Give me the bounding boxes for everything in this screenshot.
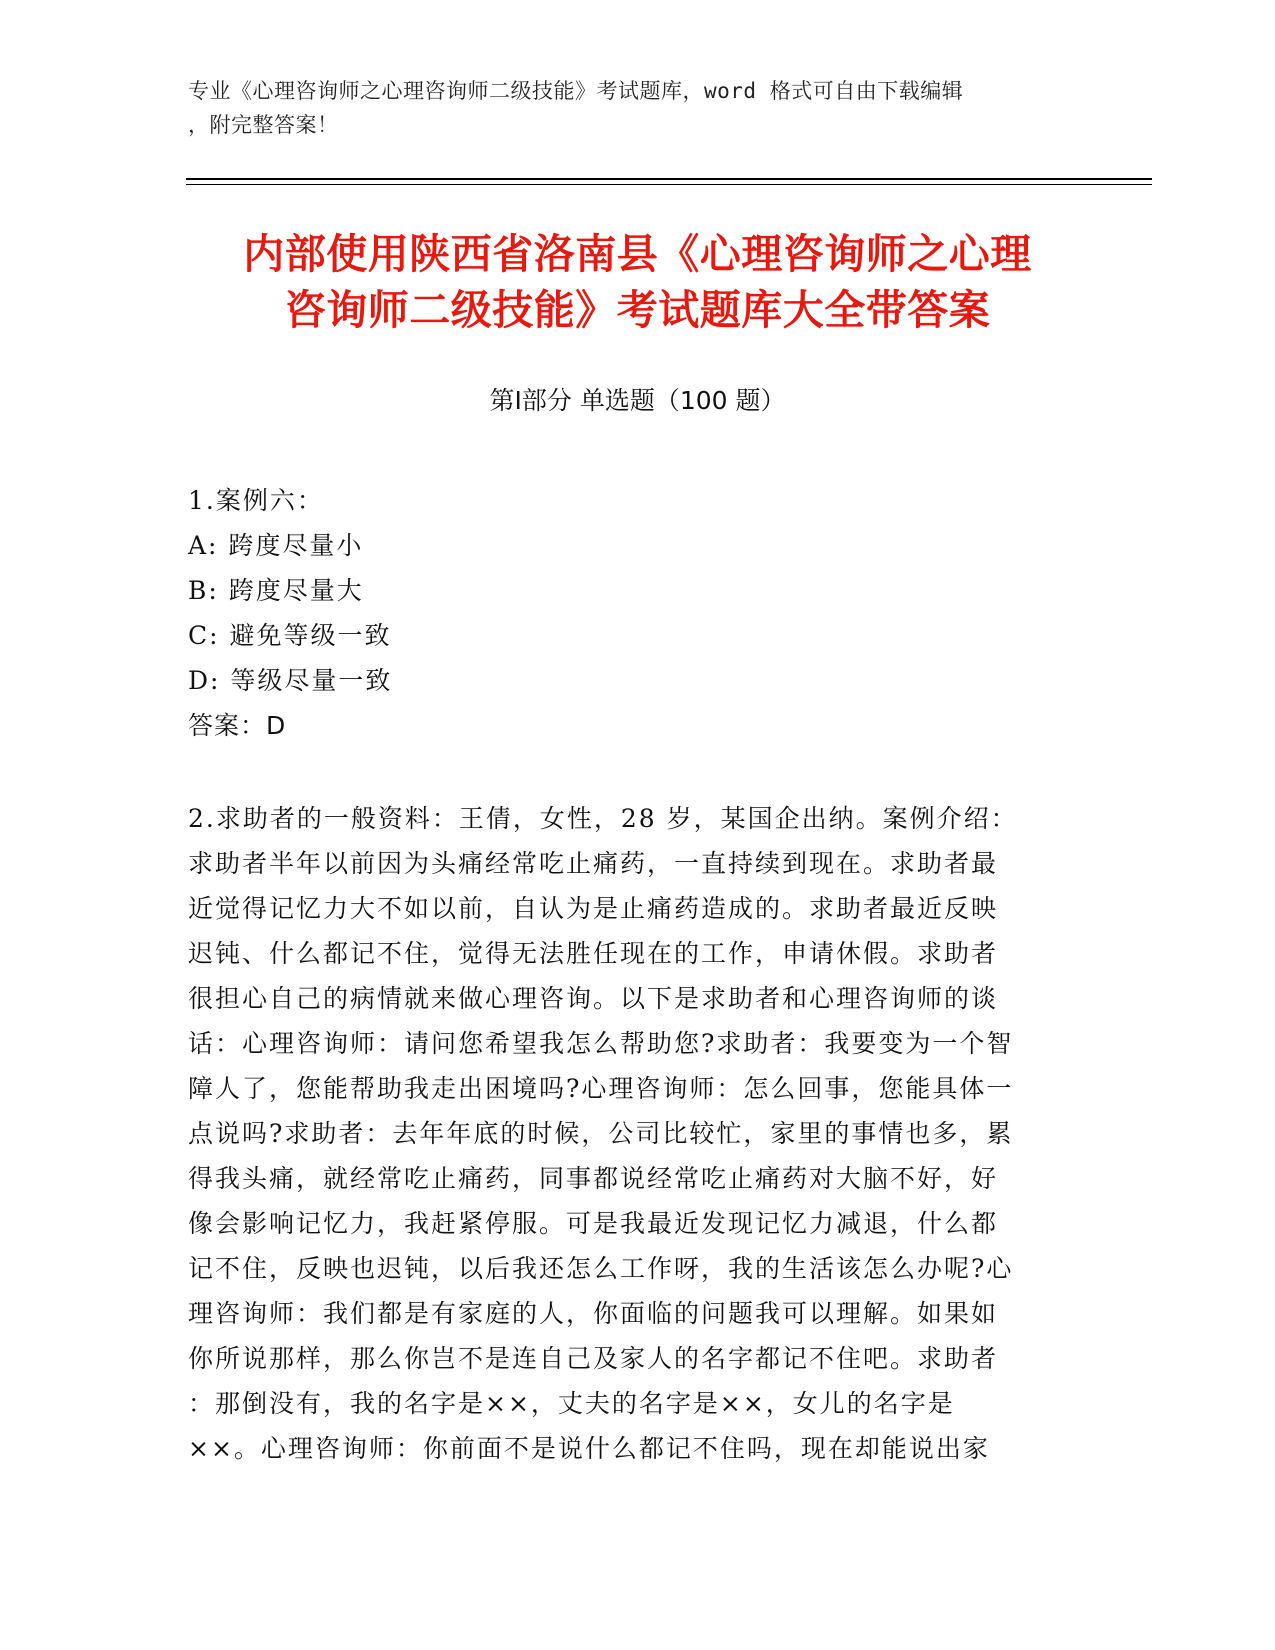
question-2-line: 像会影响记忆力，我赶紧停服。可是我最近发现记忆力减退，什么都 <box>188 1209 999 1238</box>
header-note-line-2: ，附完整答案！ <box>188 113 339 137</box>
document-title-line-2: 咨询师二级技能》考试题库大全带答案 <box>284 286 991 334</box>
question-1-option-c: C: 避免等级一致 <box>188 621 392 650</box>
question-2-line: 点说吗?求助者：去年年底的时候，公司比较忙，家里的事情也多，累 <box>188 1119 1014 1148</box>
question-2-line: 记不住，反映也迟钝，以后我还怎么工作呀，我的生活该怎么办呢?心 <box>188 1254 1014 1283</box>
question-2-line: 障人了，您能帮助我走出困境吗?心理咨询师：怎么回事，您能具体一 <box>188 1074 1014 1103</box>
document-title <box>160 226 1115 338</box>
question-2-line: ：那倒没有，我的名字是××，丈夫的名字是××，女儿的名字是 <box>188 1389 955 1418</box>
header-note <box>188 74 1068 142</box>
header-note-line-1: 专业《心理咨询师之心理咨询师二级技能》考试题库，word 格式可自由下载编辑 <box>188 79 964 103</box>
question-2-line: 很担心自己的病情就来做心理咨询。以下是求助者和心理咨询师的谈 <box>188 984 999 1013</box>
question-2-line: 得我头痛，就经常吃止痛药，同事都说经常吃止痛药对大脑不好，好 <box>188 1164 999 1193</box>
question-2-line: 迟钝、什么都记不住，觉得无法胜任现在的工作，申请休假。求助者 <box>188 939 999 968</box>
header-divider-thin <box>186 184 1152 185</box>
question-2-line: 2.求助者的一般资料：王倩，女性，28 岁，某国企出纳。案例介绍： <box>188 804 1018 833</box>
question-2-line: 话：心理咨询师：请问您希望我怎么帮助您?求助者：我要变为一个智 <box>188 1029 1014 1058</box>
question-2-line: ××。心理咨询师：你前面不是说什么都记不住吗，现在却能说出家 <box>188 1434 990 1463</box>
document-title-line-1: 内部使用陕西省洛南县《心理咨询师之心理 <box>243 230 1032 278</box>
question-1-stem: 1.案例六： <box>188 486 324 515</box>
question-1-answer: 答案：D <box>188 711 287 740</box>
question-1-option-b: B: 跨度尽量大 <box>188 576 364 605</box>
question-2 <box>188 796 1068 1471</box>
header-divider-thick <box>186 178 1152 180</box>
question-1 <box>188 478 1088 748</box>
question-2-line: 求助者半年以前因为头痛经常吃止痛药，一直持续到现在。求助者最 <box>188 849 999 878</box>
question-2-line: 理咨询师：我们都是有家庭的人，你面临的问题我可以理解。如果如 <box>188 1299 999 1328</box>
question-1-option-a: A: 跨度尽量小 <box>188 531 364 560</box>
section-heading: 第Ⅰ部分 单选题（100 题） <box>489 386 786 415</box>
question-1-option-d: D: 等级尽量一致 <box>188 666 393 695</box>
question-2-line: 你所说那样，那么你岂不是连自己及家人的名字都记不住吧。求助者 <box>188 1344 999 1373</box>
question-2-line: 近觉得记忆力大不如以前，自认为是止痛药造成的。求助者最近反映 <box>188 894 999 923</box>
